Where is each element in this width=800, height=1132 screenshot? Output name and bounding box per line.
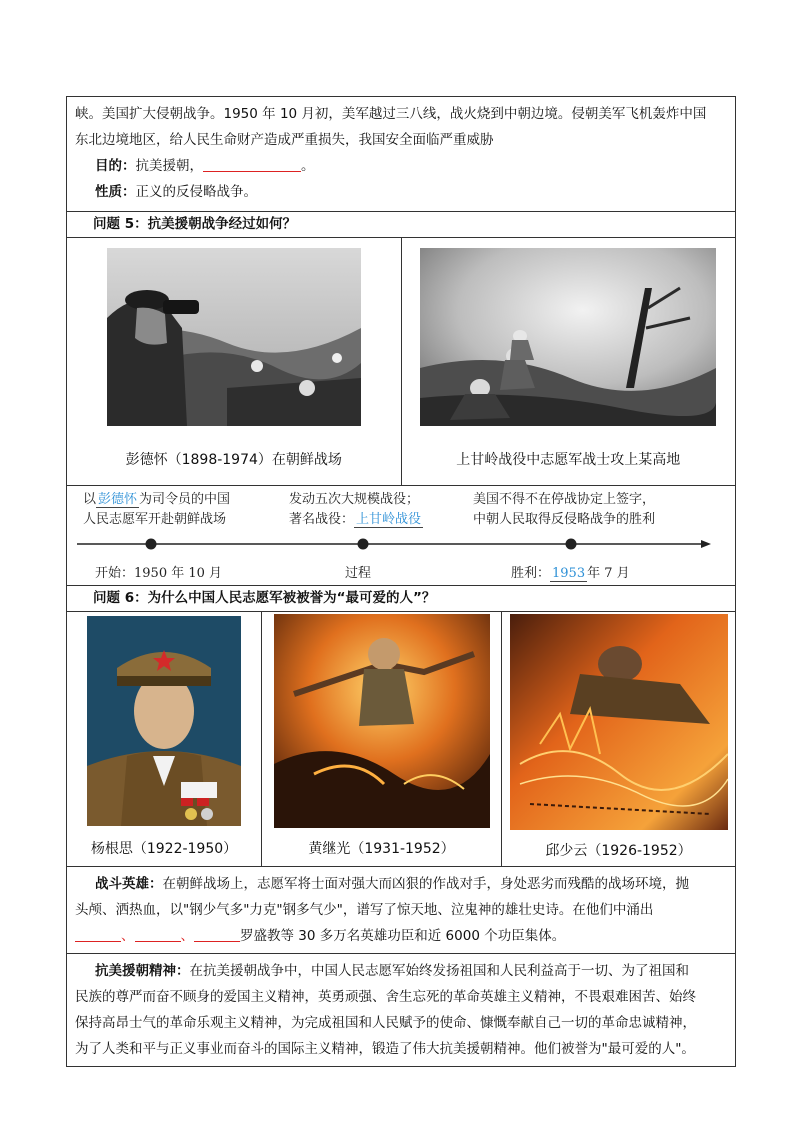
purpose-line — [75, 153, 727, 179]
timeline-note-1-line-2: 人民志愿军开赴朝鲜战场 — [83, 512, 227, 527]
spirit-line-3: 保持高昂士气的革命乐观主义精神，为完成祖国和人民赋予的使命、慷慨奉献自己一切的革命忠诚精神， — [75, 1015, 696, 1031]
note1-prefix: 以 — [83, 492, 97, 507]
timeline-note-2-line-1: 发动五次大规模战役； — [289, 492, 420, 507]
hero-huang-caption: 黄继光（1931-1952） — [308, 841, 455, 857]
purpose-end: 。 — [301, 158, 315, 174]
heroes-text-1: 在朝鲜战场上，志愿军将士面对强大而凶狠的作战对手，身处恶劣而残酷的战场环境，抛 — [162, 876, 689, 892]
hero-cell-yang — [67, 612, 261, 866]
hero-cell-huang — [261, 612, 501, 866]
worksheet-table — [66, 96, 736, 1067]
spirit-paragraph — [67, 954, 735, 1067]
note2-prefix: 著名战役： — [289, 512, 355, 527]
war-timeline — [67, 486, 735, 586]
timeline-note-2-line-2 — [289, 508, 423, 527]
battle-heroes-paragraph — [67, 867, 735, 954]
purpose-blank[interactable] — [203, 158, 301, 172]
huang-jiguang-painting-image — [274, 614, 490, 828]
end-prefix: 胜利： — [511, 566, 551, 581]
intro-section — [67, 96, 735, 212]
heroes-line-1 — [75, 871, 727, 897]
spirit-line-1 — [75, 958, 727, 984]
photo-peng-caption: 彭德怀（1898-1974）在朝鲜战场 — [125, 452, 342, 468]
photo-yang-gensi — [87, 616, 241, 826]
nature-label: 性质： — [95, 184, 136, 200]
purpose-label: 目的： — [95, 158, 136, 174]
photo-cell-shangganling — [401, 238, 736, 485]
hero-blank-2[interactable] — [135, 928, 181, 942]
timeline-axis — [67, 532, 735, 556]
painting-huang-jiguang — [274, 614, 490, 828]
photo-peng-dehuai — [107, 248, 361, 426]
timeline-arrow-icon — [701, 540, 711, 548]
q6-hero-photo-row — [67, 612, 735, 867]
note1-suffix: 为司令员的中国 — [139, 492, 231, 507]
q5-photo-row — [67, 238, 735, 486]
note2-battle: 上甘岭战役 — [356, 512, 422, 527]
question-5-heading: 问题 5：抗美援朝战争经过如何？ — [67, 212, 735, 238]
heroes-label: 战斗英雄： — [95, 876, 163, 892]
timeline-note-1-line-1 — [83, 488, 230, 507]
painting-qiu-shaoyun — [510, 614, 728, 830]
hero-qiu-caption: 邱少云（1926-1952） — [545, 843, 692, 859]
photo-shangganling — [420, 248, 716, 426]
purpose-text: 抗美援朝， — [135, 158, 203, 174]
yang-gensi-portrait-image — [87, 616, 241, 826]
shangganling-photo-image — [420, 248, 716, 426]
timeline-dot-end — [566, 539, 577, 550]
spirit-label: 抗美援朝精神： — [95, 963, 190, 979]
heroes-line-2: 头颅、洒热血，以"钢少气多"力克"钢多气少"，谱写了惊天地、泣鬼神的雄壮史诗。在他们中涌出 — [75, 902, 654, 918]
peng-dehuai-photo-image — [107, 248, 361, 426]
end-year: 1953 — [552, 566, 586, 581]
photo-shangganling-caption: 上甘岭战役中志愿军战士攻上某高地 — [456, 452, 681, 468]
hero-cell-qiu — [501, 612, 735, 866]
timeline-note-3-line-1: 美国不得不在停战协定上签字， — [473, 492, 656, 507]
intro-line-2: 东北边境地区，给人民生命财产造成严重损失，我国安全面临严重威胁 — [75, 132, 494, 148]
timeline-dot-start — [146, 539, 157, 550]
spirit-line-2: 民族的尊严而奋不顾身的爱国主义精神，英勇顽强、舍生忘死的革命英雄主义精神，不畏艰难困苦、始终 — [75, 989, 696, 1005]
hero-blank-3[interactable] — [194, 928, 240, 942]
timeline-end-label — [511, 562, 630, 581]
nature-text: 正义的反侵略战争。 — [135, 184, 257, 200]
spirit-line-4: 为了人类和平与正义事业而奋斗的国际主义精神，锻造了伟大抗美援朝精神。他们被誉为"最可爱的人"。 — [75, 1041, 695, 1057]
timeline-start-label: 开始：1950 年 10 月 — [95, 566, 223, 581]
timeline-middle-label: 过程 — [345, 566, 372, 581]
heroes-text-3: 罗盛教等 30 多万名英雄功臣和近 6000 个功臣集体。 — [240, 928, 566, 944]
hero-sep-1: 、 — [121, 928, 135, 944]
qiu-shaoyun-painting-image — [510, 614, 728, 830]
heroes-line-3 — [75, 923, 727, 949]
nature-line — [75, 179, 727, 205]
question-6-heading: 问题 6：为什么中国人民志愿军被被誉为“最可爱的人”？ — [67, 586, 735, 612]
photo-cell-peng — [67, 238, 401, 485]
timeline-note-3-line-2: 中朝人民取得反侵略战争的胜利 — [473, 512, 656, 527]
note1-commander: 彭德怀 — [98, 492, 138, 507]
intro-line-1: 峡。美国扩大侵朝战争。1950 年 10 月初，美军越过三八线，战火烧到中朝边境。侵朝美军飞机轰炸中国 — [75, 106, 707, 122]
hero-sep-2: 、 — [180, 928, 194, 944]
hero-yang-caption: 杨根思（1922-1950） — [90, 841, 238, 857]
end-suffix: 年 7 月 — [587, 566, 630, 581]
timeline-dot-middle — [358, 539, 369, 550]
hero-blank-1[interactable] — [75, 928, 121, 942]
spirit-text-1: 在抗美援朝战争中，中国人民志愿军始终发扬祖国和人民利益高于一切、为了祖国和 — [189, 963, 689, 979]
